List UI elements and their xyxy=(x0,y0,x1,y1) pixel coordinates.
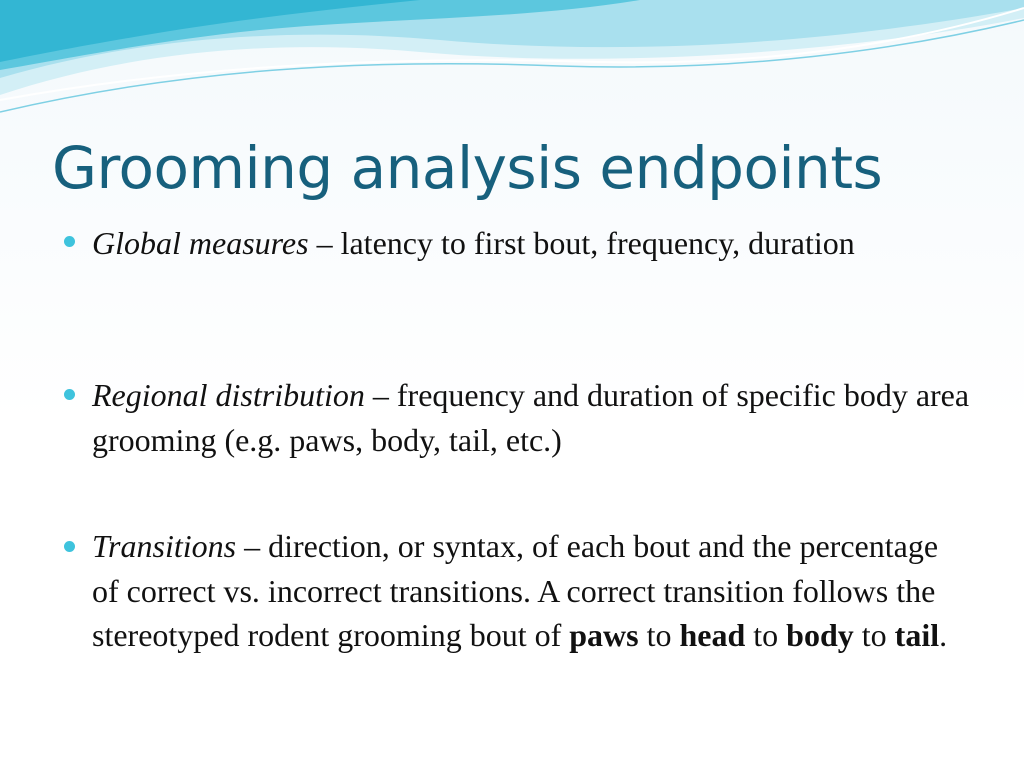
sequence-joiner: to xyxy=(745,617,787,653)
bullet-text: – latency to first bout, frequency, duration xyxy=(308,225,855,261)
bullet-text: – frequency and duration of specific body area grooming (e.g. paws, body, tail, etc.) xyxy=(92,377,970,458)
sequence-step: body xyxy=(786,617,854,653)
sequence-step: tail xyxy=(894,617,940,653)
sequence-joiner: to xyxy=(638,617,680,653)
sequence-joiner: to xyxy=(853,617,895,653)
sequence-step: paws xyxy=(569,617,639,653)
sequence-step: head xyxy=(679,617,746,653)
slide-title: Grooming analysis endpoints xyxy=(52,134,883,202)
bullet-term: Regional distribution xyxy=(92,377,365,413)
header-wave-decoration xyxy=(0,0,1024,130)
sequence-end: . xyxy=(939,617,948,653)
bullet-dot-icon xyxy=(64,541,75,552)
bullet-text: – direction, or syntax, of each bout and the percentage of correct vs. incorrect transitions. A correct transition follows the stereotyped rodent grooming bout of xyxy=(92,528,939,653)
bullet-global-measures xyxy=(92,221,972,266)
bullet-dot-icon xyxy=(64,236,75,247)
bullet-term: Transitions xyxy=(92,528,237,564)
bullet-regional-distribution xyxy=(92,373,972,462)
bullet-transitions xyxy=(92,524,972,658)
bullet-term: Global measures xyxy=(92,225,309,261)
bullet-dot-icon xyxy=(64,389,75,400)
